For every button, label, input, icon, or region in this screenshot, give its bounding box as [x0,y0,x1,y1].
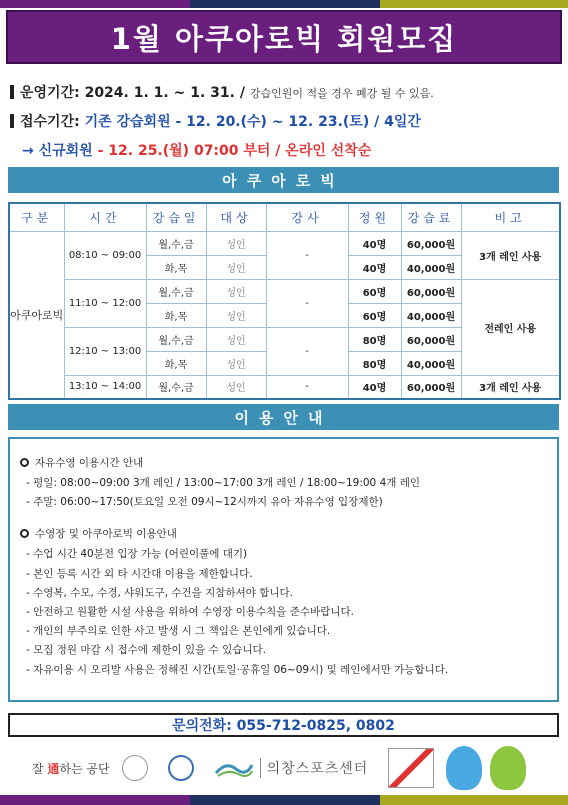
circle-bullet-icon [20,529,29,538]
title-banner [6,10,562,64]
reception-line: 접수기간: 기존 강습회원 - 12. 20.(수) ~ 12. 23.(토) / 4일간 [10,111,421,131]
emblem-logo-icon [168,755,194,781]
section-usage-guide: 이용안내 [8,404,559,430]
circle-bullet-icon [20,458,29,467]
table-row: 11:10 ~ 12:00 월,수,금 성인 - 60명 60,000원 전레인 사용 [9,279,560,303]
list-item: - 본인 등록 시간 외 타 시간대 이용을 제한합니다. [26,567,253,580]
top-stripe [0,0,568,8]
table-header: 구분 시간 강습일 대상 강사 정원 강습료 비고 [9,203,560,231]
list-item: - 모집 정원 마감 시 접수에 제한이 있을 수 있습니다. [26,644,267,657]
list-item: - 수영복, 수모, 수경, 샤워도구, 수건을 지참하셔야 합니다. [26,586,293,599]
list-item: - 주말: 06:00~17:50(토요일 오전 09시~12시까지 유아 자유수영 입장제한) [26,496,383,509]
mascot-blue-icon [446,746,482,790]
section-aquarobic: 아쿠아로빅 [8,167,559,193]
page-title: 1월 아쿠아로빅 회원모집 [110,21,458,56]
usage-guide-box [8,437,559,702]
table-row: 13:10 ~ 14:00 월,수,금 성인 - 40명 60,000원 3개 레인 사용 [9,375,560,399]
table-row: 화,목 성인 60명 40,000원 [9,303,560,327]
list-item: - 자유이용 시 오리발 사용은 정해진 시간(토일·공휴일 06~09시) 및 레인에서만 가능합니다. [26,663,449,676]
certification-logo-icon [122,755,148,781]
table-row: 화,목 성인 40명 40,000원 [9,255,560,279]
table-row: 아쿠아로빅 08:10 ~ 09:00 월,수,금 성인 - 40명 60,000원 3개 레인 사용 [9,231,560,255]
schedule-table [8,202,561,400]
table-row: 화,목 성인 80명 40,000원 [9,351,560,375]
new-member-line: → 신규회원 - 12. 25.(월) 07:00 부터 / 온라인 선착순 [22,143,372,159]
guide-heading: 수영장 및 아쿠아로빅 이용안내 [20,526,547,541]
slogan: 잘 通하는 공단 [32,761,110,776]
wave-logo-icon [214,757,254,779]
footer-logos [0,740,568,796]
mascot-green-icon [490,746,526,790]
period-line: 운영기간: 2024. 1. 1. ~ 1. 31. / 강습인원이 적을 경우 폐강 될 수 있음. [10,82,434,102]
list-item: - 안전하고 원활한 시설 사용을 위하여 수영장 이용수칙을 준수바랍니다. [26,606,354,619]
flag-logo-icon [388,748,434,788]
list-item: - 수업 시간 40분전 입장 가능 (어린이풀에 대기) [26,548,248,561]
bottom-stripe [0,795,568,805]
center-logo: 의창스포츠센터 [214,757,369,779]
list-item: - 평일: 08:00~09:00 3개 레인 / 13:00~17:00 3개 레인 / 18:00~19:00 4개 레인 [26,477,421,489]
list-item: - 개인의 부주의로 인한 사고 발생 시 그 책임은 본인에게 있습니다. [26,625,331,638]
table-row: 12:10 ~ 13:00 월,수,금 성인 - 80명 60,000원 [9,327,560,351]
guide-heading: 자유수영 이용시간 안내 [20,455,547,470]
contact-phone: 문의전화: 055-712-0825, 0802 [8,713,559,737]
